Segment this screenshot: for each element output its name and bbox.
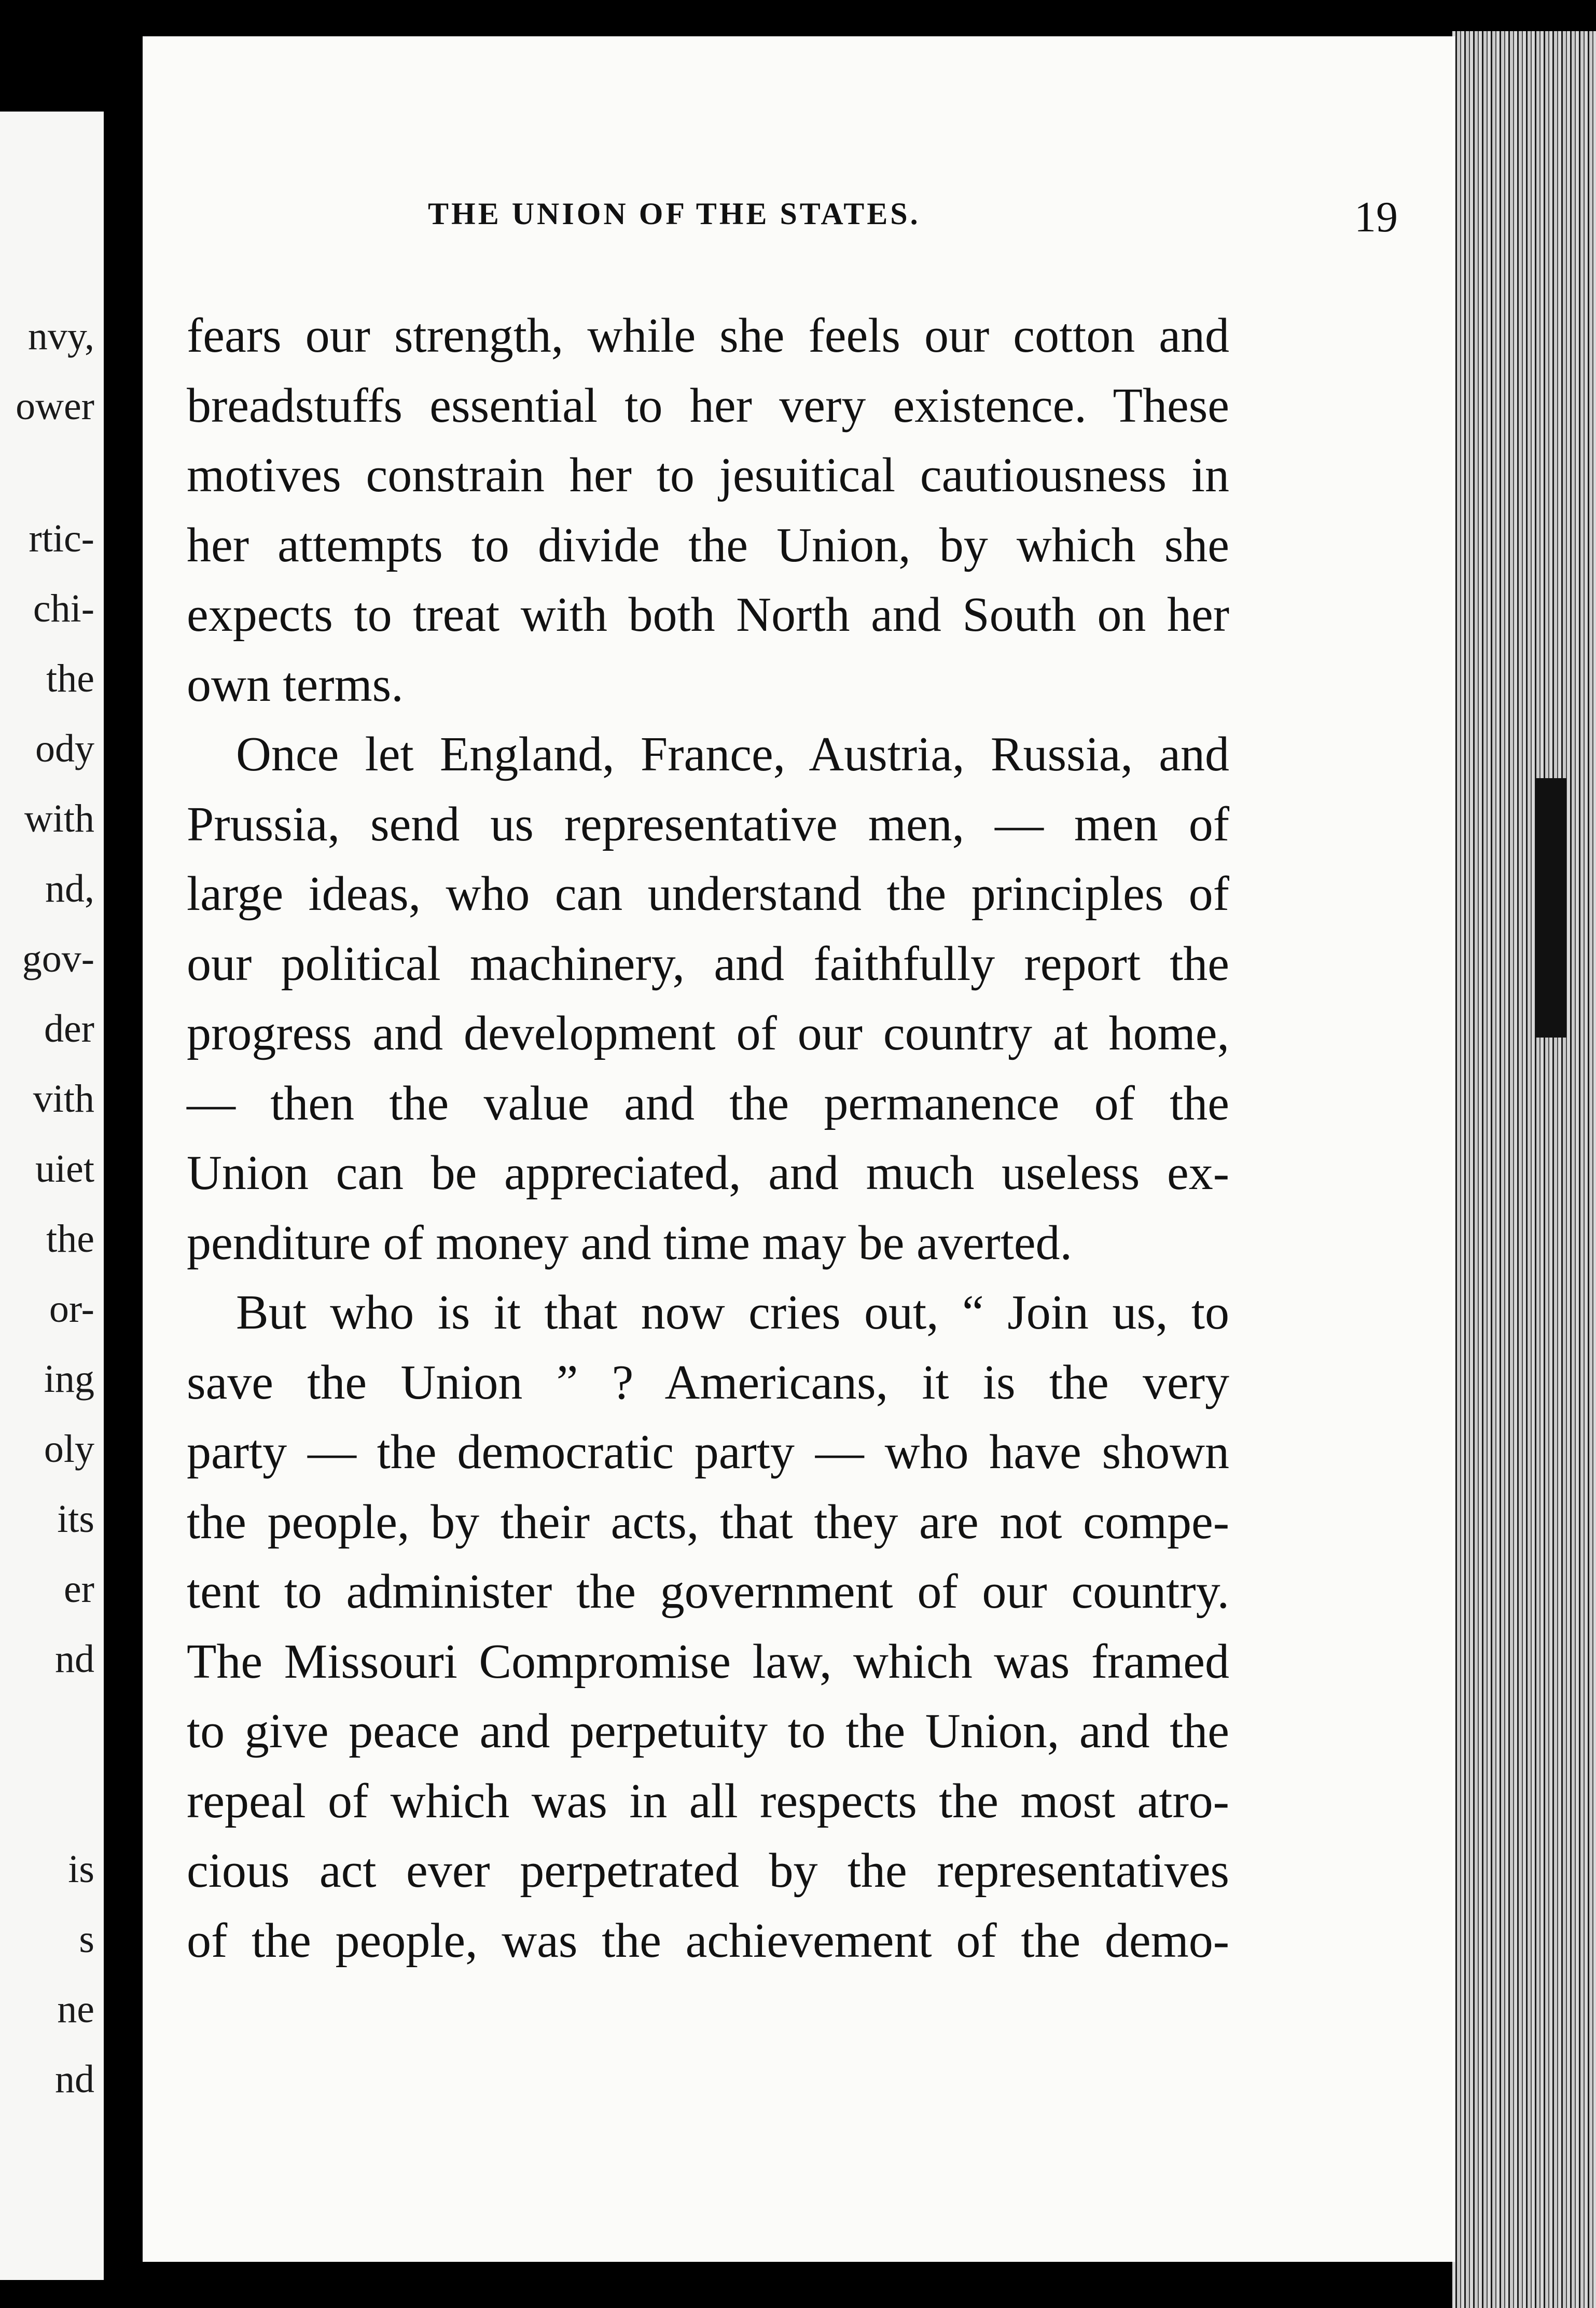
paragraph-1 [187, 301, 1229, 720]
prev-page-fragment: der [44, 1007, 94, 1051]
text-line: The Missouri Compromise law, which was framed [187, 1634, 1229, 1689]
prev-page-fragment: s [79, 1917, 94, 1961]
prev-page-fragment: rtic- [29, 517, 94, 560]
text-line: — then the value and the permanence of the [187, 1076, 1229, 1130]
prev-page-fragment: nd, [45, 867, 94, 910]
prev-page-fragment: with [24, 797, 94, 840]
prev-page-fragment: er [63, 1567, 94, 1611]
text-line: Union can be appreciated, and much useless ex- [187, 1146, 1229, 1200]
page-number: 19 [1354, 193, 1398, 241]
prev-page-fragment: the [46, 1217, 94, 1261]
paragraph-2 [187, 720, 1229, 1278]
text-line: party — the democratic party — who have shown [187, 1425, 1229, 1479]
text-line: Prussia, send us representative men, — men of [187, 797, 1229, 851]
text-line: own terms. [187, 657, 404, 712]
text-line: But who is it that now cries out, “ Join us, to [236, 1286, 1229, 1339]
text-line: fears our strength, while she feels our cotton and [187, 309, 1229, 363]
prev-page-fragment: ody [35, 727, 94, 770]
prev-page-fragment: oly [44, 1427, 94, 1471]
prev-page-fragment: its [57, 1497, 94, 1541]
prev-page-fragment: nd [55, 1637, 94, 1681]
text-line: the people, by their acts, that they are not compe- [187, 1495, 1229, 1549]
body-text [187, 301, 1229, 1975]
prev-page-fragment: ower [16, 384, 94, 428]
prev-page-fragment: vith [33, 1077, 94, 1121]
text-line: our political machinery, and faithfully report the [187, 936, 1229, 991]
text-line: Once let England, France, Austria, Russia, and [236, 727, 1229, 781]
text-line: penditure of money and time may be averted. [187, 1215, 1073, 1270]
page-edge-shadow [1535, 778, 1566, 1038]
text-line: save the Union ” ? Americans, it is the very [187, 1355, 1229, 1409]
previous-page-edge [0, 112, 104, 2280]
text-line: progress and development of our country at home, [187, 1006, 1229, 1060]
prev-page-fragment: ing [44, 1357, 94, 1401]
text-line: cious act ever perpetrated by the representatives [187, 1844, 1229, 1898]
text-line: motives constrain her to jesuitical cautiousness in [187, 448, 1229, 502]
running-title: THE UNION OF THE STATES. [428, 197, 921, 231]
page-edge-texture [1452, 31, 1596, 2308]
text-line: repeal of which was in all respects the most atro- [187, 1774, 1229, 1828]
paragraph-3 [187, 1278, 1229, 1975]
prev-page-fragment: is [68, 1847, 94, 1891]
text-line: of the people, was the achievement of the demo- [187, 1913, 1229, 1968]
text-line: large ideas, who can understand the principles of [187, 867, 1229, 921]
prev-page-fragment: or- [49, 1287, 94, 1331]
text-line: expects to treat with both North and South on her [187, 588, 1229, 642]
prev-page-fragment: chi- [33, 587, 94, 630]
prev-page-fragment: gov- [22, 937, 94, 980]
text-line: breadstuffs essential to her very existence. These [187, 378, 1229, 433]
prev-page-fragment: uiet [35, 1147, 94, 1191]
prev-page-fragment: the [46, 657, 94, 700]
prev-page-fragment: nvy, [27, 314, 94, 358]
prev-page-fragment: nd [55, 2057, 94, 2101]
text-line: her attempts to divide the Union, by which she [187, 518, 1229, 572]
running-header [283, 192, 1398, 239]
prev-page-fragment: ne [57, 1987, 94, 2031]
text-line: tent to administer the government of our country. [187, 1565, 1229, 1619]
text-line: to give peace and perpetuity to the Union, and the [187, 1704, 1229, 1758]
